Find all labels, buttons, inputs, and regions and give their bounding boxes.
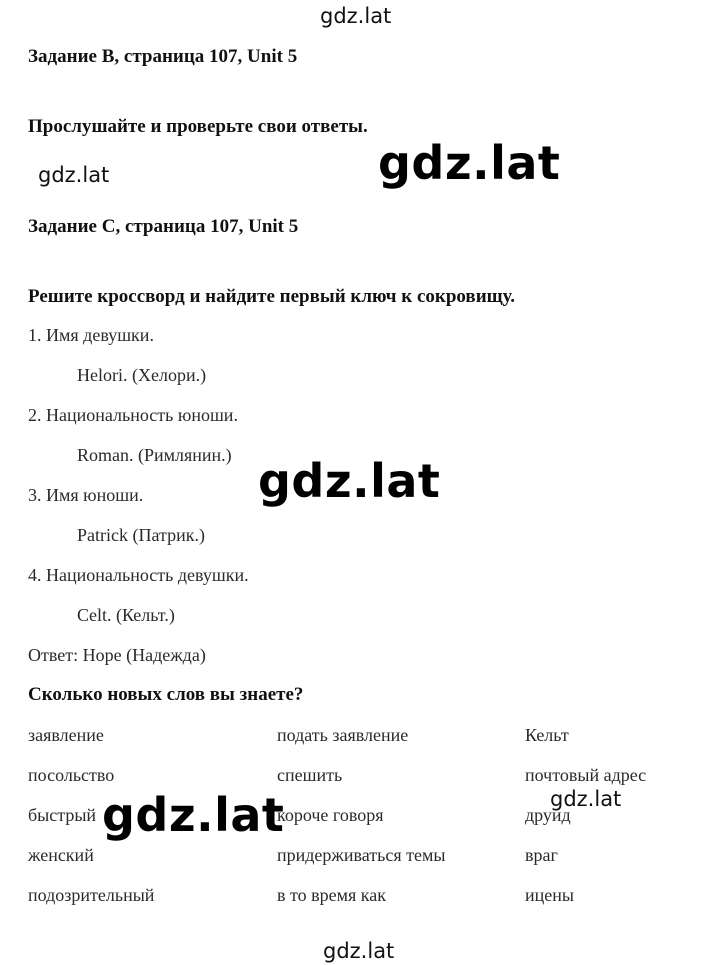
vocab-word: враг [525,845,558,865]
vocab-word: друид [525,805,571,825]
watermark-big-2: gdz.lat [258,454,441,508]
watermark-bottom: gdz.lat [323,939,395,963]
task-c-heading: Задание C, страница 107, Unit 5 [28,216,299,237]
vocab-word: придерживаться темы [277,845,446,865]
watermark-big-1: gdz.lat [378,136,561,190]
vocab-word: посольство [28,765,115,785]
watermark-big-3: gdz.lat [102,788,285,842]
vocab-word: подозрительный [28,885,155,905]
vocab-word: заявление [28,725,104,745]
question-3: 3. Имя юноши. [28,485,144,505]
vocab-word: быстрый [28,805,97,825]
question-1: 1. Имя девушки. [28,325,154,345]
answer-1: Helori. (Хелори.) [77,365,207,385]
watermark-left-small: gdz.lat [38,163,110,187]
vocab-word: Кельт [525,725,569,745]
question-2: 2. Национальность юноши. [28,405,238,425]
final-answer: Ответ: Hope (Надежда) [28,645,206,665]
answer-2: Roman. (Римлянин.) [77,445,232,465]
vocab-heading: Сколько новых слов вы знаете? [28,684,304,705]
vocab-word: короче говоря [277,805,384,825]
task-b-instruction: Прослушайте и проверьте свои ответы. [28,116,368,137]
vocab-word: женский [28,845,94,865]
task-c-instruction: Решите кроссворд и найдите первый ключ к сокровищу. [28,286,516,307]
watermark-top: gdz.lat [320,4,392,28]
answer-4: Celt. (Кельт.) [77,605,175,625]
watermark-right-small: gdz.lat [550,787,622,811]
task-b-heading: Задание B, страница 107, Unit 5 [28,46,298,67]
vocab-word: в то время как [277,885,386,905]
question-4: 4. Национальность девушки. [28,565,249,585]
vocab-word: ицены [525,885,574,905]
vocab-word: спешить [277,765,343,785]
answer-3: Patrick (Патрик.) [77,525,205,545]
vocab-word: подать заявление [277,725,409,745]
vocab-word: почтовый адрес [525,765,647,785]
